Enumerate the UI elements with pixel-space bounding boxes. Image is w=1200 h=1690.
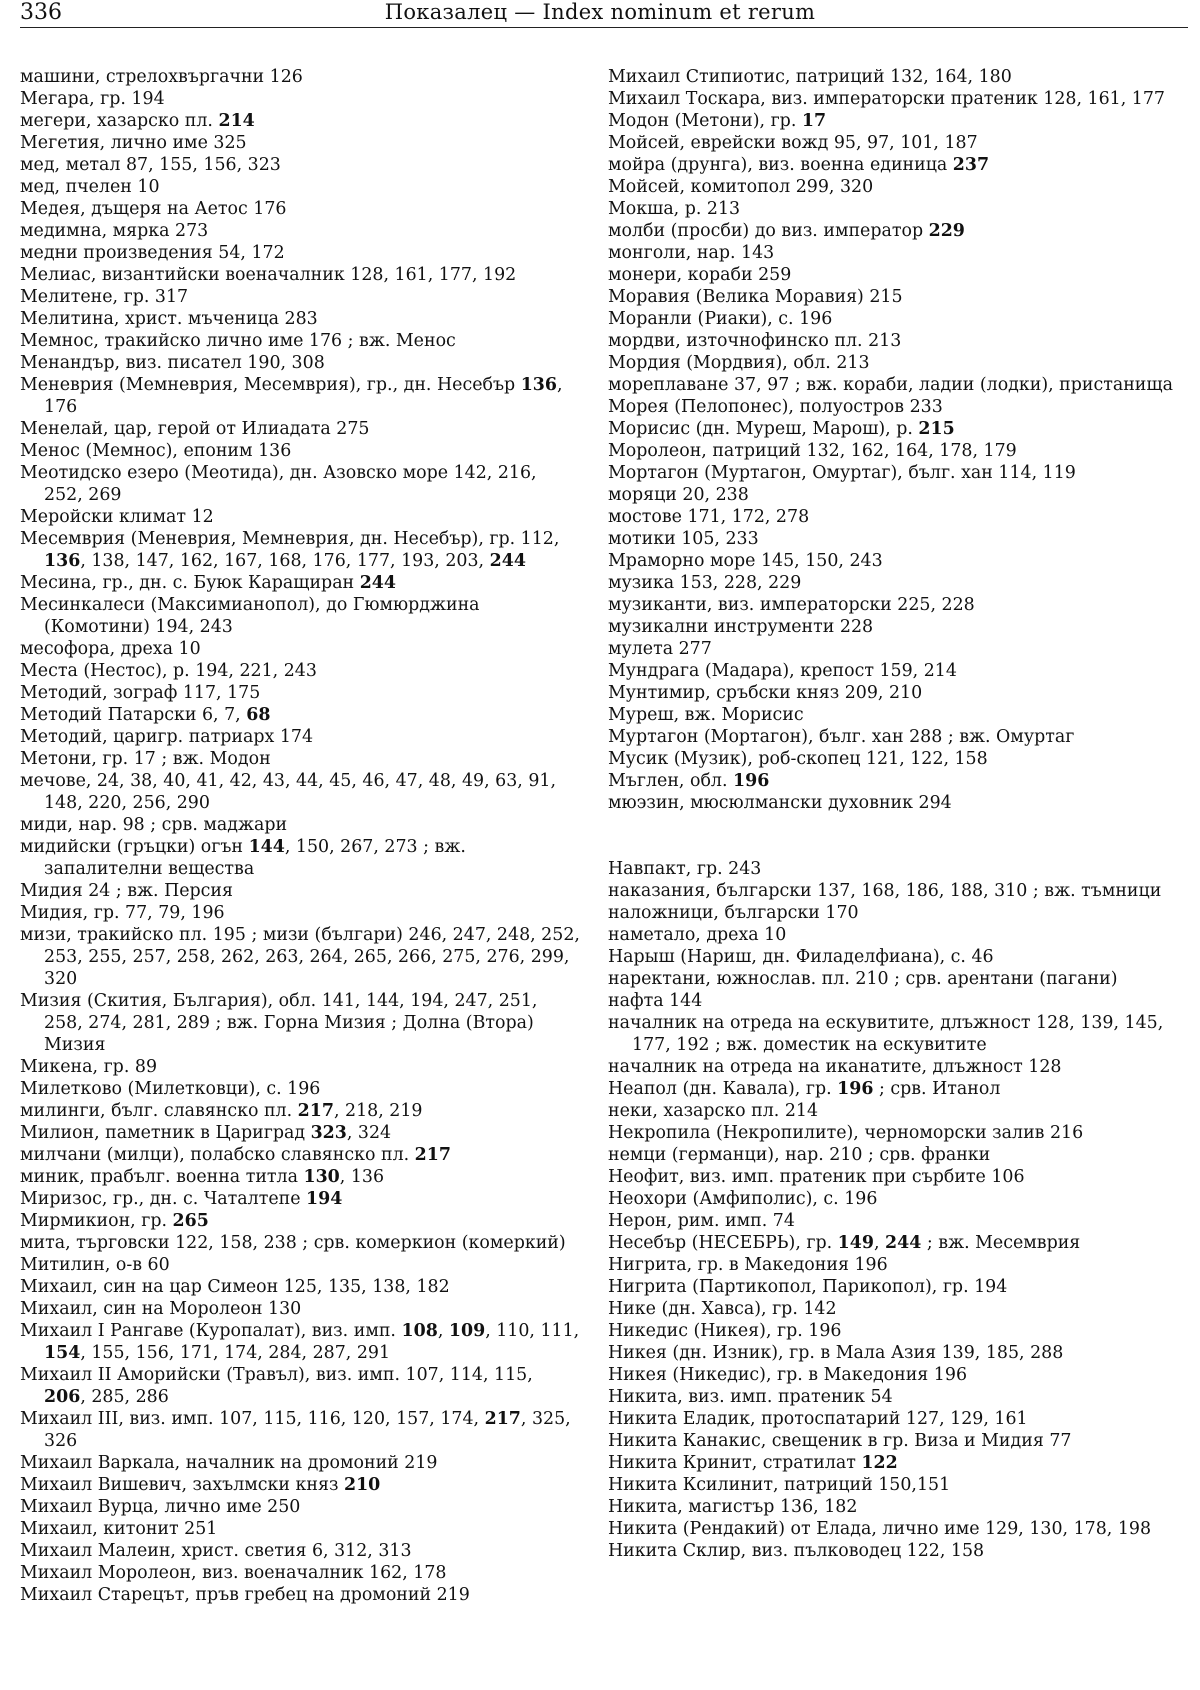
index-entry: Никита Ксилинит, патриций 150,151 — [608, 1475, 951, 1495]
index-entry: Никита Склир, виз. пълководец 122, 158 — [608, 1541, 985, 1561]
index-entry: мегери, хазарско пл. 214 — [20, 111, 255, 131]
index-entry: миник, прабълг. военна титла 130, 136 — [20, 1167, 385, 1187]
index-entry: наректани, южнослав. пл. 210 ; срв. арентани (пагани) — [608, 969, 1118, 989]
index-entry: милчани (милци), полабско славянско пл. 217 — [20, 1145, 451, 1165]
index-entry: мита, търговски 122, 158, 238 ; срв. комеркион (комеркий) — [20, 1233, 566, 1253]
index-entry: Нарыш (Нариш, дн. Филаделфиана), с. 46 — [608, 947, 994, 967]
index-entry: Михаил, син на Моролеон 130 — [20, 1299, 302, 1319]
index-entry: медни произведения 54, 172 — [20, 243, 285, 263]
index-entry: началник на отреда на ескувитите, длъжност 128, 139, 145, 177, 192 ; вж. доместик на ескувитите — [608, 1013, 1164, 1055]
index-entry: наложници, български 170 — [608, 903, 859, 923]
index-entry: Михаил Вурца, лично име 250 — [20, 1497, 301, 1517]
index-entry: Моранли (Риаки), с. 196 — [608, 309, 833, 329]
index-entry: Михаил Вишевич, захълмски княз 210 — [20, 1475, 381, 1495]
index-entry: Муреш, вж. Морисис — [608, 705, 804, 725]
index-entry: музика 153, 228, 229 — [608, 573, 802, 593]
index-entry: Медея, дъщеря на Аетос 176 — [20, 199, 287, 219]
index-entry: Мелитене, гр. 317 — [20, 287, 189, 307]
index-entry: Навпакт, гр. 243 — [608, 859, 762, 879]
page-number: 336 — [20, 0, 62, 25]
index-entry: Михаил Стипиотис, патриций 132, 164, 180 — [608, 67, 1012, 87]
index-entry: Муртагон (Мортагон), бълг. хан 288 ; вж. Омуртаг — [608, 727, 1075, 747]
index-entry: Меройски климат 12 — [20, 507, 214, 527]
index-entry: мюэзин, мюсюлмански духовник 294 — [608, 793, 952, 813]
index-entry: Мойсей, комитопол 299, 320 — [608, 177, 874, 197]
index-entry: месофора, дреха 10 — [20, 639, 201, 659]
index-entry: Неапол (дн. Кавала), гр. 196 ; срв. Итанол — [608, 1079, 1001, 1099]
index-entry: мечове, 24, 38, 40, 41, 42, 43, 44, 45, 46, 47, 48, 49, 63, 91, 148, 220, 256, 290 — [20, 771, 556, 813]
index-entry: Мусик (Музик), роб-скопец 121, 122, 158 — [608, 749, 988, 769]
index-entry: Мунтимир, сръбски княз 209, 210 — [608, 683, 923, 703]
index-entry: Михаил II Аморийски (Травъл), виз. имп. 107, 114, 115, 206, 285, 286 — [20, 1365, 533, 1407]
index-entry: Нигрита (Партикопол, Парикопол), гр. 194 — [608, 1277, 1008, 1297]
index-entry: наметало, дреха 10 — [608, 925, 787, 945]
index-column-right — [608, 66, 1180, 1562]
index-entry: Никита, виз. имп. пратеник 54 — [608, 1387, 893, 1407]
index-entry: Милион, паметник в Цариград 323, 324 — [20, 1123, 392, 1143]
index-entry: Михаил Варкала, началник на дромоний 219 — [20, 1453, 438, 1473]
index-entry: Мирмикион, гр. 265 — [20, 1211, 209, 1231]
index-entry: Некропила (Некропилите), черноморски залив 216 — [608, 1123, 1084, 1143]
index-entry: неки, хазарско пл. 214 — [608, 1101, 819, 1121]
index-entry: Мемнос, тракийско лично име 176 ; вж. Менос — [20, 331, 456, 351]
index-entry: Меневрия (Мемневрия, Месемврия), гр., дн. Несебър 136, 176 — [20, 375, 563, 417]
index-entry: Меотидско езеро (Меотида), дн. Азовско море 142, 216, 252, 269 — [20, 463, 537, 505]
index-entry: Никедис (Никея), гр. 196 — [608, 1321, 842, 1341]
index-entry: Мидия, гр. 77, 79, 196 — [20, 903, 225, 923]
index-entry: Месинкалеси (Максимианопол), до Гюмюрджина (Комотини) 194, 243 — [20, 595, 480, 637]
index-entry: мостове 171, 172, 278 — [608, 507, 810, 527]
index-entry: Никея (Никедис), гр. в Македония 196 — [608, 1365, 968, 1385]
index-entry: Методий, зограф 117, 175 — [20, 683, 261, 703]
index-entry: Мраморно море 145, 150, 243 — [608, 551, 883, 571]
index-entry: Никита Канакис, свещеник в гр. Виза и Мидия 77 — [608, 1431, 1072, 1451]
index-entry: мойра (друнга), виз. военна единица 237 — [608, 155, 990, 175]
index-entry: моряци 20, 238 — [608, 485, 749, 505]
index-entry: Нерон, рим. имп. 74 — [608, 1211, 795, 1231]
index-entry: Миризос, гр., дн. с. Чаталтепе 194 — [20, 1189, 343, 1209]
index-entry: Неофит, виз. имп. пратеник при сърбите 106 — [608, 1167, 1025, 1187]
index-entry: мед, пчелен 10 — [20, 177, 160, 197]
index-entry: Никита, магистър 136, 182 — [608, 1497, 858, 1517]
index-entry: Михаил I Рангаве (Куропалат), виз. имп. 108, 109, 110, 111, 154, 155, 156, 171, 174, 284, 287, 291 — [20, 1321, 580, 1363]
index-entry: мордви, източнофинско пл. 213 — [608, 331, 902, 351]
index-entry: молби (просби) до виз. император 229 — [608, 221, 965, 241]
index-entry: Мундрага (Мадара), крепост 159, 214 — [608, 661, 957, 681]
index-entry: музиканти, виз. императорски 225, 228 — [608, 595, 975, 615]
index-entry: немци (германци), нар. 210 ; срв. франки — [608, 1145, 991, 1165]
index-entry: Менелай, цар, герой от Илиадата 275 — [20, 419, 370, 439]
index-entry: Митилин, о-в 60 — [20, 1255, 170, 1275]
index-entry: милинги, бълг. славянско пл. 217, 218, 219 — [20, 1101, 423, 1121]
index-entry: Никита (Рендакий) от Елада, лично име 129, 130, 178, 198 — [608, 1519, 1152, 1539]
index-entry: Мидия 24 ; вж. Персия — [20, 881, 233, 901]
index-entry: мотики 105, 233 — [608, 529, 759, 549]
index-entry: Мелитина, христ. мъченица 283 — [20, 309, 318, 329]
index-entry: Мъглен, обл. 196 — [608, 771, 770, 791]
index-entry: Методий, царигр. патриарх 174 — [20, 727, 314, 747]
index-entry: Микена, гр. 89 — [20, 1057, 158, 1077]
index-entry: Морея (Пелопонес), полуостров 233 — [608, 397, 943, 417]
index-entry: музикални инструменти 228 — [608, 617, 874, 637]
index-entry: Мордия (Мордвия), обл. 213 — [608, 353, 870, 373]
index-entry: Михаил III, виз. имп. 107, 115, 116, 120, 157, 174, 217, 325, 326 — [20, 1409, 571, 1451]
index-entry: мореплаване 37, 97 ; вж. кораби, ладии (лодки), пристанища — [608, 375, 1173, 395]
index-entry: Нигрита, гр. в Македония 196 — [608, 1255, 888, 1275]
index-entry: Михаил Малеин, христ. светия 6, 312, 313 — [20, 1541, 412, 1561]
index-entry: Никита Еладик, протоспатарий 127, 129, 161 — [608, 1409, 1028, 1429]
index-entry: Мелиас, византийски военачалник 128, 161, 177, 192 — [20, 265, 517, 285]
index-entry: Мойсей, еврейски вожд 95, 97, 101, 187 — [608, 133, 978, 153]
index-entry: Методий Патарски 6, 7, 68 — [20, 705, 271, 725]
index-entry: Нике (дн. Хавса), гр. 142 — [608, 1299, 837, 1319]
index-entry: Мизия (Скития, България), обл. 141, 144, 194, 247, 251, 258, 274, 281, 289 ; вж. Горна Мизия ; Долна (Втора) Мизия — [20, 991, 538, 1055]
index-entry: мулета 277 — [608, 639, 712, 659]
index-entry: Модон (Метони), гр. 17 — [608, 111, 827, 131]
header-rule — [20, 27, 1188, 28]
index-entry: Мегетия, лично име 325 — [20, 133, 247, 153]
index-entry: Милетково (Милетковци), с. 196 — [20, 1079, 321, 1099]
index-entry: монери, кораби 259 — [608, 265, 792, 285]
index-entry: мед, метал 87, 155, 156, 323 — [20, 155, 281, 175]
index-entry: Никита Кринит, стратилат 122 — [608, 1453, 898, 1473]
index-entry: Михаил, син на цар Симеон 125, 135, 138, 182 — [20, 1277, 450, 1297]
index-entry: наказания, български 137, 168, 186, 188, 310 ; вж. тъмници — [608, 881, 1162, 901]
index-entry: Мортагон (Муртагон, Омуртаг), бълг. хан 114, 119 — [608, 463, 1076, 483]
index-entry: Мокша, р. 213 — [608, 199, 741, 219]
index-entry: началник на отреда на иканатите, длъжност 128 — [608, 1057, 1062, 1077]
index-entry: мидийски (гръцки) огън 144, 150, 267, 273 ; вж. запалителни вещества — [20, 837, 466, 879]
index-entry: Моролеон, патриций 132, 162, 164, 178, 179 — [608, 441, 1017, 461]
index-entry: Месемврия (Меневрия, Мемневрия, дн. Несебър), гр. 112, 136, 138, 147, 162, 167, 168, 176, 177, 193, 203, 244 — [20, 529, 560, 571]
index-entry: Михаил Старецът, пръв гребец на дромоний 219 — [20, 1585, 470, 1605]
index-entry: нафта 144 — [608, 991, 703, 1011]
index-entry: Несебър (НЕСЕБРЬ), гр. 149, 244 ; вж. Месемврия — [608, 1233, 1081, 1253]
index-entry: миди, нар. 98 ; срв. маджари — [20, 815, 288, 835]
index-entry: мизи, тракийско пл. 195 ; мизи (българи) 246, 247, 248, 252, 253, 255, 257, 258, 262, 263, 264, 265, 266, 275, 276, 299, 320 — [20, 925, 580, 989]
index-entry: Месина, гр., дн. с. Буюк Каращиран 244 — [20, 573, 396, 593]
index-column-left — [20, 66, 580, 1606]
running-title: Показалец — Index nominum et rerum — [384, 0, 816, 24]
index-entry: Неохори (Амфиполис), с. 196 — [608, 1189, 878, 1209]
index-entry: Морисис (дн. Муреш, Марош), р. 215 — [608, 419, 955, 439]
index-entry: Никея (дн. Изник), гр. в Мала Азия 139, 185, 288 — [608, 1343, 1064, 1363]
index-entry: Мегара, гр. 194 — [20, 89, 165, 109]
index-entry: машини, стрелохвъргачни 126 — [20, 67, 303, 87]
index-entry: Менос (Мемнос), епоним 136 — [20, 441, 292, 461]
index-entry: Менандър, виз. писател 190, 308 — [20, 353, 325, 373]
index-entry: Метони, гр. 17 ; вж. Модон — [20, 749, 271, 769]
index-entry: Михаил, китонит 251 — [20, 1519, 218, 1539]
index-entry: монголи, нар. 143 — [608, 243, 775, 263]
index-entry: Моравия (Велика Моравия) 215 — [608, 287, 903, 307]
index-entry: Михаил Тоскара, виз. императорски пратеник 128, 161, 177 — [608, 89, 1165, 109]
index-entry: медимна, мярка 273 — [20, 221, 209, 241]
index-entry: Места (Нестос), р. 194, 221, 243 — [20, 661, 317, 681]
index-entry: Михаил Моролеон, виз. военачалник 162, 178 — [20, 1563, 447, 1583]
letter-section-gap — [608, 814, 1180, 858]
